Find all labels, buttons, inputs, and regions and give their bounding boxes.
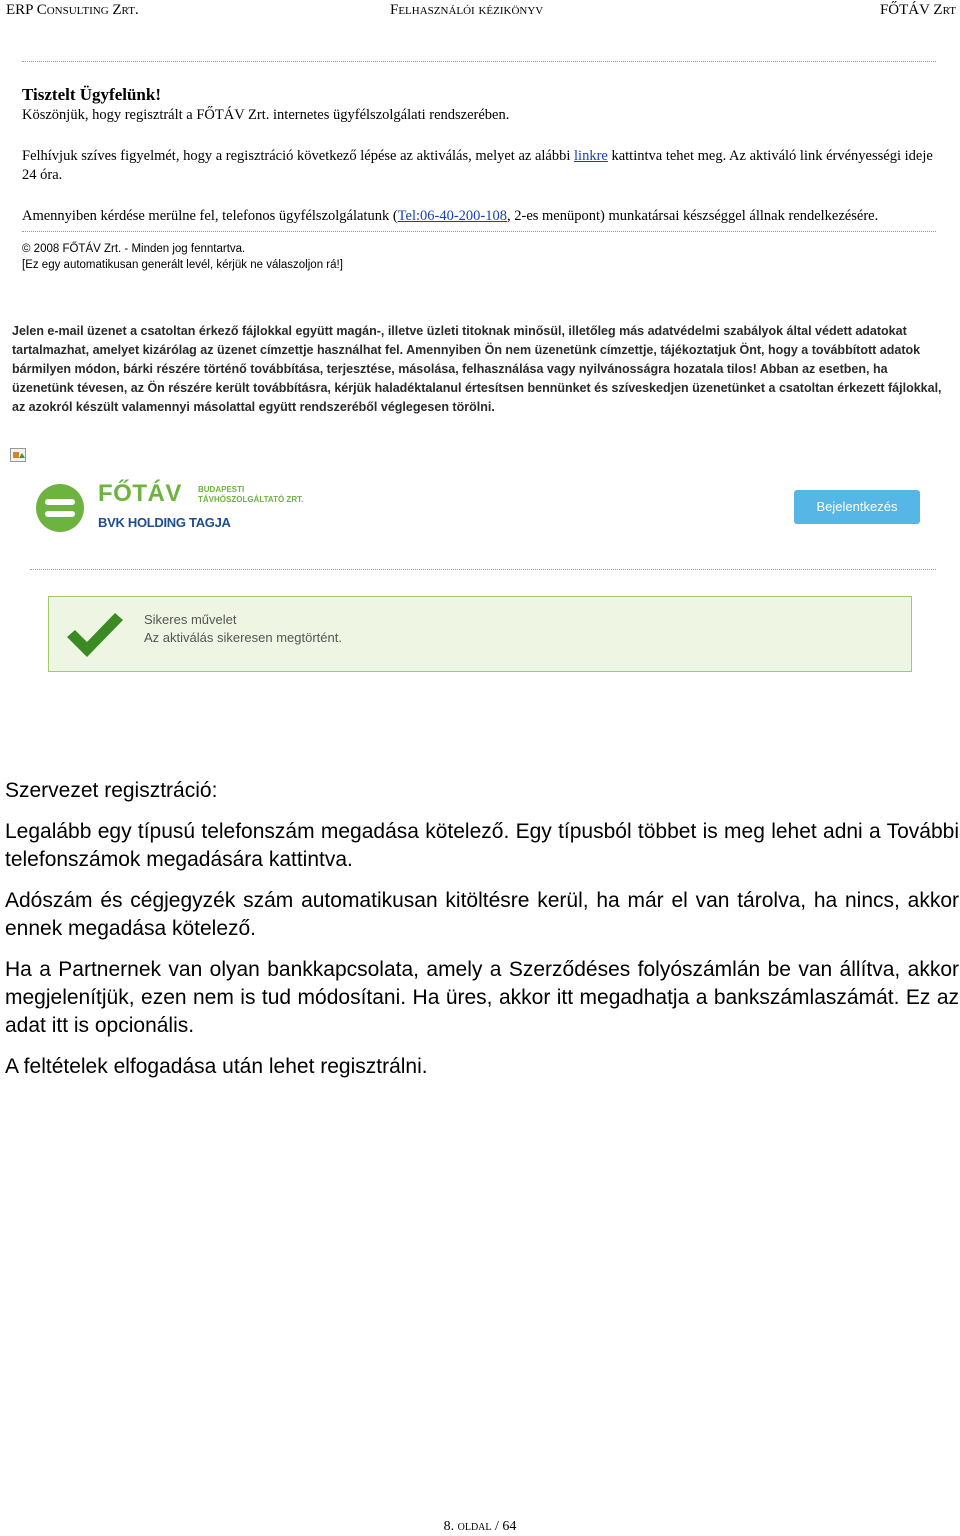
phone-link[interactable]: Tel:06-40-200-108 <box>397 207 507 224</box>
email-auto-note: [Ez egy automatikusan generált levél, kérjük ne válaszoljon rá!] <box>22 259 343 271</box>
page-header <box>6 2 956 22</box>
fotav-logo <box>36 480 316 540</box>
success-text: Az aktiválás sikeresen megtörtént. <box>144 630 342 645</box>
image-placeholder-icon <box>10 448 26 462</box>
email-bottom-divider <box>22 231 936 232</box>
email-greeting: Tisztelt Ügyfelünk! <box>22 85 161 104</box>
success-title: Sikeres művelet <box>144 612 237 627</box>
paragraph-phone: Legalább egy típusú telefonszám megadása kötelező. Egy típusból többet is meg lehet adni a További telefonszámok megadására kattintva. <box>5 820 959 871</box>
email-disclaimer: Jelen e-mail üzenet a csatoltan érkező fájlokkal együtt magán-, illetve üzleti titoknak minősül, illetőleg más adatvédelmi szabályok által védett adatokat tartalmazhat, amelyet kizárólag az üzenet címzettje használhat fel. Amennyiben Ön nem üzenetünk címzettje, tájékoztatjuk Önt, hogy a továbbított adatok bármilyen módon, bárki részére történő továbbítása, terjesztése, másolása, felhasználása vagy nyilvánosságra hozatala tilos! Abban az esetben, ha üzenetünk tévesen, az Ön részére került továbbításra, kérjük haladéktalanul értesítsen bennünket és szíveskedjen üzenetünket a csatoltan érkezett fájlokkal, az azokról készült valamennyi másolattal együtt rendszeréből véglegesen törölni. <box>12 324 942 414</box>
header-client: FŐTÁV Zrt <box>879 2 956 18</box>
checkmark-icon <box>65 611 125 664</box>
email-thanks: Köszönjük, hogy regisztrált a FŐTÁV Zrt. internetes ügyfélszolgálati rendszerében. <box>22 107 510 123</box>
manual-body <box>5 777 959 1081</box>
portal-divider <box>30 569 936 570</box>
logo-subtitle: BUDAPESTI TÁVHŐSZOLGÁLTATÓ ZRT. <box>198 485 304 504</box>
activation-email <box>22 84 937 273</box>
section-heading: Szervezet regisztráció: <box>5 779 218 802</box>
page-label: oldal <box>457 1519 492 1534</box>
activation-link[interactable]: linkre <box>574 147 608 164</box>
page-number: 8. <box>443 1519 455 1534</box>
paragraph-tax-number: Adószám és cégjegyzék szám automatikusan kitöltésre kerül, ha már el van tárolva, ha nincs, akkor ennek megadása kötelező. <box>5 889 959 940</box>
login-button[interactable]: Bejelentkezés <box>794 490 920 524</box>
email-activation-text: Felhívjuk szíves figyelmét, hogy a regisztráció következő lépése az aktiválás, melyet az alábbi linkre kattintva tehet meg. Az aktiváló link érvényességi ideje 24 óra. <box>22 147 933 183</box>
page-total: / 64 <box>495 1519 517 1534</box>
header-doc-title: Felhasználói kézikönyv <box>390 2 544 18</box>
page-footer <box>0 1519 960 1535</box>
email-top-divider <box>22 61 936 62</box>
logo-holding: BVK HOLDING TAGJA <box>98 515 231 530</box>
success-message-box <box>48 596 912 672</box>
email-copyright: © 2008 FŐTÁV Zrt. - Minden jog fenntartva. <box>22 243 246 255</box>
paragraph-bank-account: Ha a Partnernek van olyan bankkapcsolata, amely a Szerződéses folyószámlán be van állítva, akkor megjelenítjük, ezen nem is tud módosítani. Ha üres, akkor itt megadhatja a bankszámlaszámát. Ez az adat itt is opcionális. <box>5 958 959 1037</box>
logo-name: FŐTÁV <box>98 480 182 507</box>
header-company: ERP Consulting Zrt. <box>6 2 139 18</box>
paragraph-terms: A feltételek elfogadása után lehet regisztrálni. <box>5 1055 428 1078</box>
logo-mark-icon <box>36 484 84 532</box>
email-contact-text: Amennyiben kérdése merülne fel, telefonos ügyfélszolgálatunk (Tel:06-40-200-108, 2-es menüpont) munkatársai készséggel állnak rendelkezésére. <box>22 207 879 224</box>
